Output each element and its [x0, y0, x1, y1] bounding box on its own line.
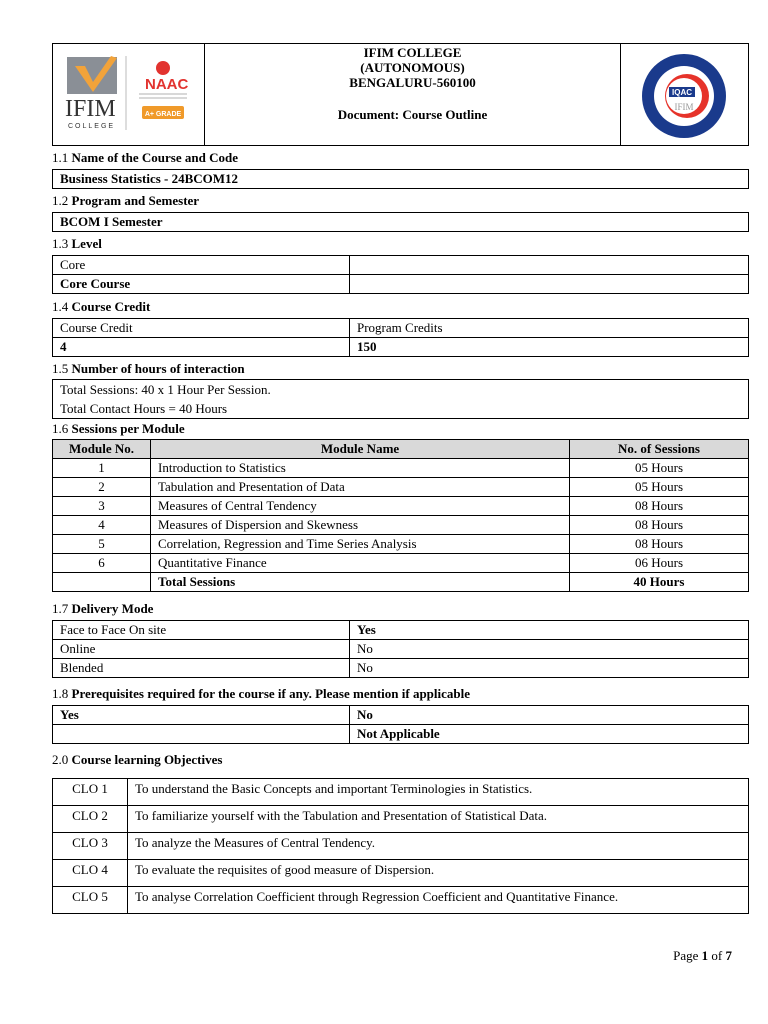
- naac-logo: [139, 61, 188, 119]
- table-row: CLO 1 To understand the Basic Concepts and important Terminologies in Statistics.: [53, 779, 749, 806]
- level-table: [52, 255, 749, 294]
- module-name-header: Module Name: [151, 440, 570, 459]
- course-name-code: Business Statistics - 24BCOM12: [53, 170, 749, 189]
- section-1-8-heading: 1.8 Prerequisites required for the course if any. Please mention if applicable: [52, 686, 471, 701]
- college-location: BENGALURU-560100: [349, 75, 476, 90]
- course-name-table: [52, 169, 749, 189]
- prerequisites-table: [52, 705, 749, 744]
- program-credits-value: 150: [350, 338, 749, 357]
- total-sessions: Total Sessions: 40 x 1 Hour Per Session.: [60, 382, 271, 397]
- program-credits-header: Program Credits: [350, 319, 749, 338]
- table-row: Face to Face On site Yes: [53, 621, 749, 640]
- table-row: Online No: [53, 640, 749, 659]
- svg-text:A+ GRADE: A+ GRADE: [144, 111, 182, 118]
- credit-value: 4: [53, 338, 350, 357]
- total-value: 40 Hours: [570, 573, 749, 592]
- svg-text:COLLEGE: COLLEGE: [68, 123, 116, 130]
- document-type: Document: Course Outline: [337, 107, 488, 122]
- table-row: CLO 2 To familiarize yourself with the Tabulation and Presentation of Statistical Data.: [53, 806, 749, 833]
- delivery-table: [52, 620, 749, 678]
- svg-text:IQAC: IQAC: [672, 88, 692, 97]
- program-table: [52, 212, 749, 232]
- table-row: 3 Measures of Central Tendency 08 Hours: [53, 497, 749, 516]
- table-row: 4 Measures of Dispersion and Skewness 08 Hours: [53, 516, 749, 535]
- college-logos: [53, 44, 205, 145]
- modules-table: [52, 439, 749, 592]
- iqac-logo: [621, 44, 748, 145]
- document-header: [52, 43, 749, 146]
- clo-table: [52, 778, 749, 914]
- iqac-seal: [620, 44, 748, 145]
- page-number: Page 1 of 7: [673, 948, 732, 963]
- section-1-3-heading: 1.3 Level: [52, 236, 102, 251]
- hours-cell: [53, 380, 749, 419]
- total-contact-hours: Total Contact Hours = 40 Hours: [60, 401, 228, 416]
- section-1-4-heading: 1.4 Course Credit: [52, 299, 151, 314]
- credit-table: [52, 318, 749, 357]
- credit-header: Course Credit: [53, 319, 350, 338]
- svg-text:IFIM: IFIM: [674, 102, 694, 112]
- table-row: 1 Introduction to Statistics 05 Hours: [53, 459, 749, 478]
- total-row: [53, 573, 749, 592]
- section-1-6-heading: 1.6 Sessions per Module: [52, 421, 185, 436]
- table-row: Blended No: [53, 659, 749, 678]
- table-row: CLO 3 To analyze the Measures of Central Tendency.: [53, 833, 749, 860]
- table-row: CLO 5 To analyse Correlation Coefficient through Regression Coefficient and Quantitative Finance.: [53, 887, 749, 914]
- section-1-1-heading: 1.1 Name of the Course and Code: [52, 150, 238, 165]
- college-name: IFIM COLLEGE: [363, 45, 462, 60]
- svg-text:IFIM: IFIM: [65, 96, 116, 122]
- program-semester: BCOM I Semester: [53, 213, 749, 232]
- sessions-header: No. of Sessions: [570, 440, 749, 459]
- total-label: Total Sessions: [151, 573, 570, 592]
- section-1-2-heading: 1.2 Program and Semester: [52, 193, 200, 208]
- level-row-1: Core: [53, 256, 350, 275]
- prereq-yes: Yes: [53, 706, 350, 725]
- prereq-not-applicable: Not Applicable: [350, 725, 749, 744]
- table-row: CLO 4 To evaluate the requisites of good measure of Dispersion.: [53, 860, 749, 887]
- header-title-block: [205, 44, 620, 122]
- table-row: 6 Quantitative Finance 06 Hours: [53, 554, 749, 573]
- table-row: 5 Correlation, Regression and Time Series Analysis 08 Hours: [53, 535, 749, 554]
- hours-table: [52, 379, 749, 419]
- svg-text:NAAC: NAAC: [145, 76, 189, 93]
- table-row: 2 Tabulation and Presentation of Data 05 Hours: [53, 478, 749, 497]
- prereq-no: No: [350, 706, 749, 725]
- module-no-header: Module No.: [53, 440, 151, 459]
- section-1-7-heading: 1.7 Delivery Mode: [52, 601, 154, 616]
- college-status: (AUTONOMOUS): [360, 60, 465, 75]
- section-2-0-heading: 2.0 Course learning Objectives: [52, 752, 223, 767]
- level-row-2: Core Course: [53, 275, 350, 294]
- ifim-logo: [53, 44, 204, 145]
- section-1-5-heading: 1.5 Number of hours of interaction: [52, 361, 245, 376]
